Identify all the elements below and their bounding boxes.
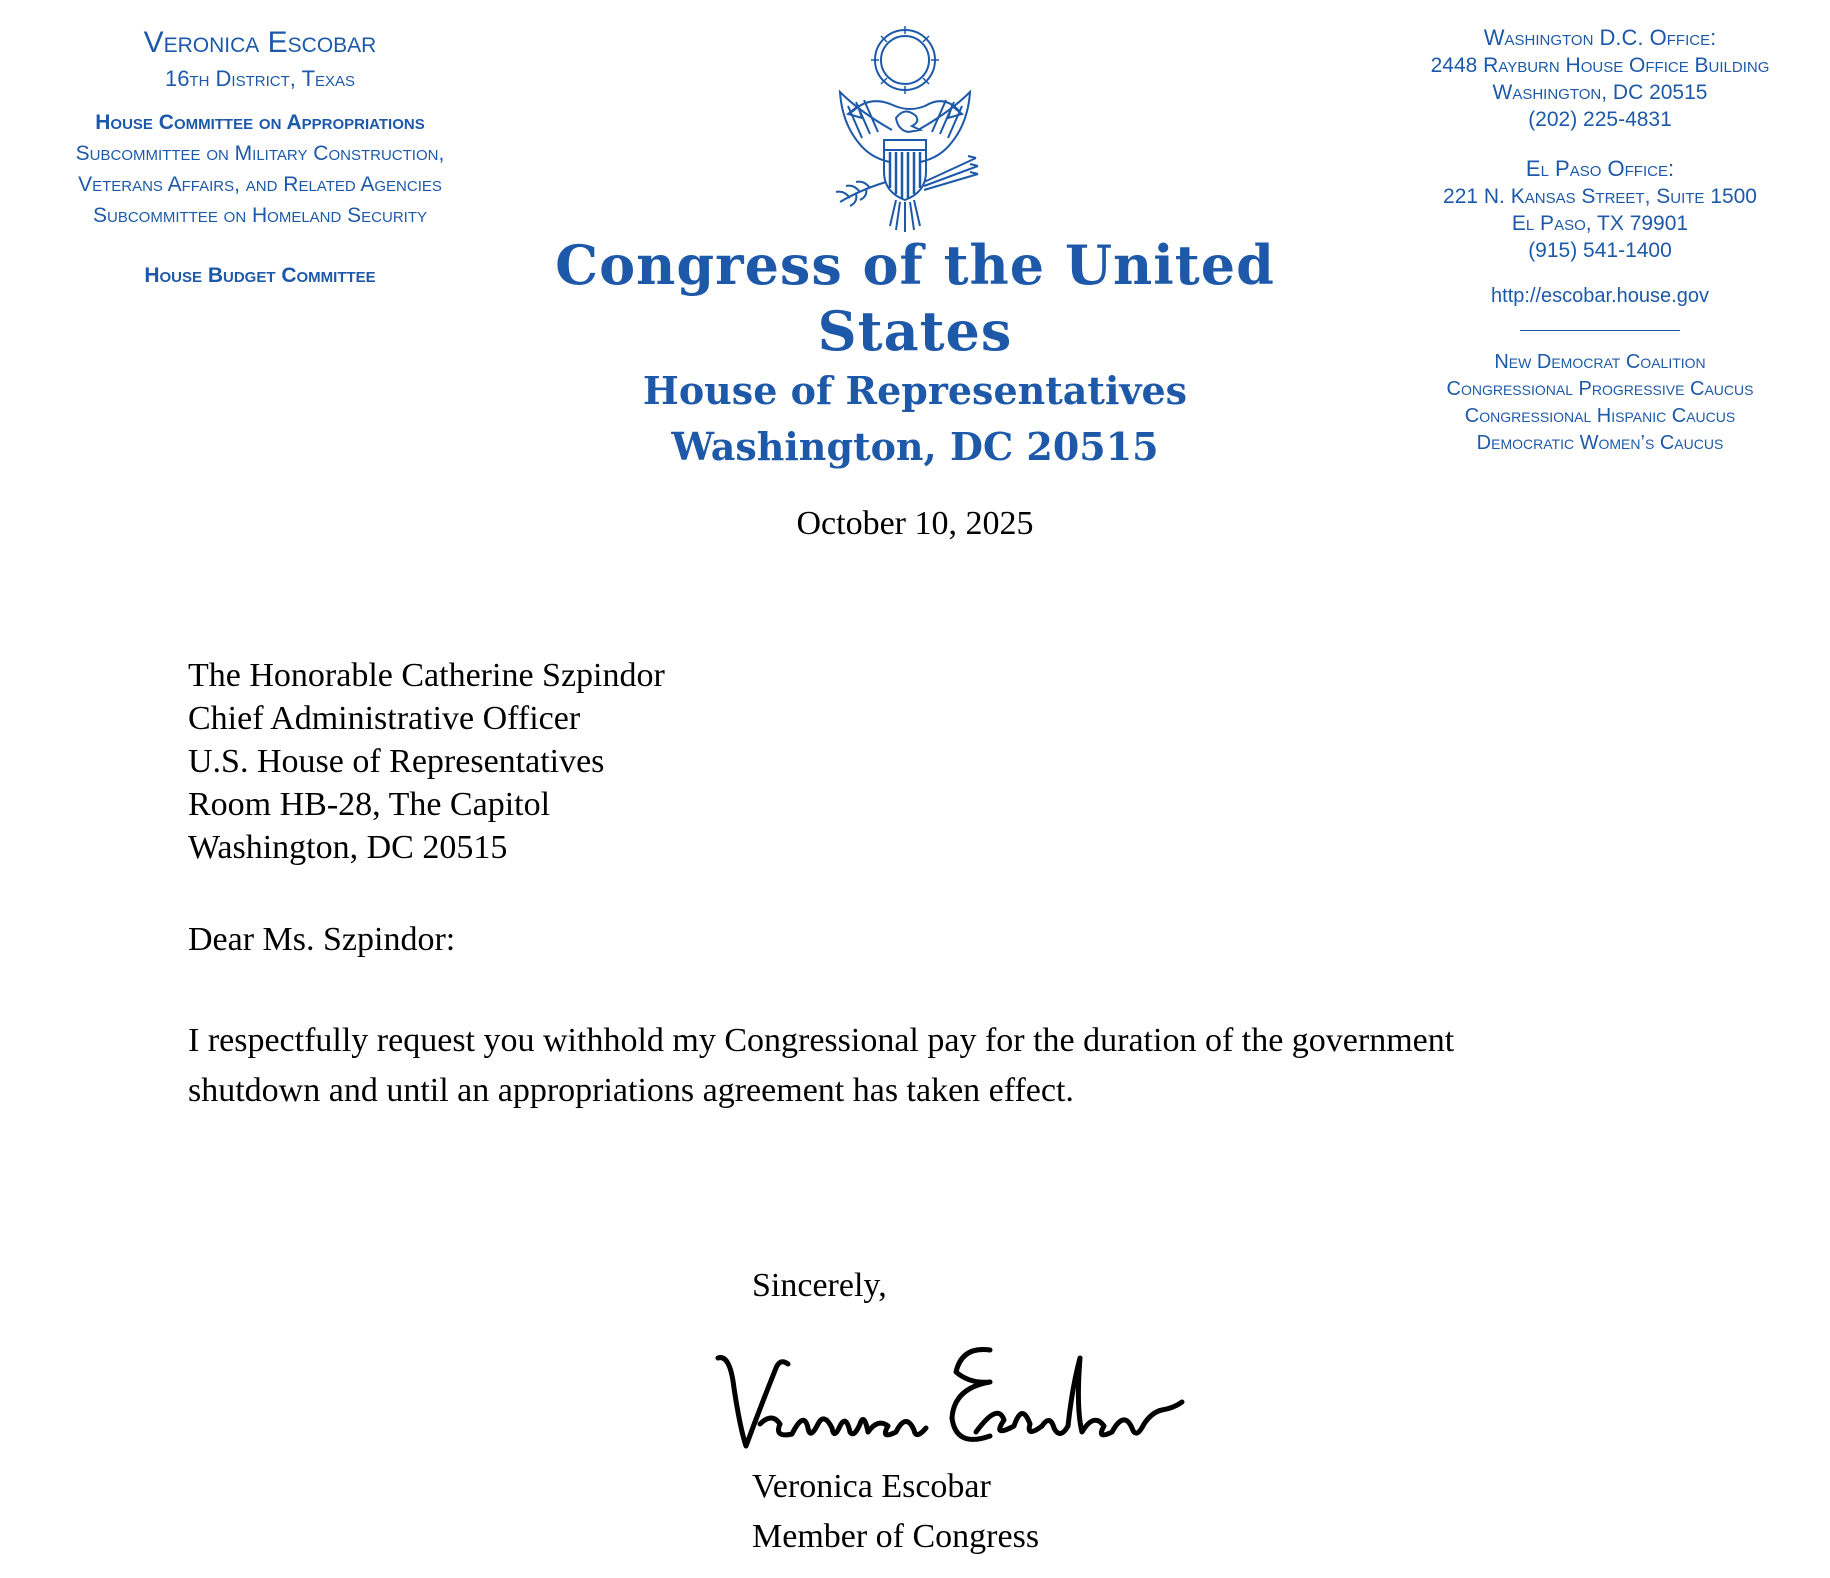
house-title: House of Representatives [642, 368, 1188, 413]
capital-city: Washington, DC 20515 [671, 424, 1159, 469]
great-seal-eagle-icon [800, 22, 1010, 242]
body-line: I respectfully request you withhold my Congressional pay for the duration of the government [188, 1022, 1455, 1059]
recipient-line: The Honorable Catherine Szpindor [188, 657, 665, 694]
letterhead-title [500, 232, 1330, 476]
budget-committee: House Budget Committee [144, 264, 376, 287]
website-link[interactable]: http://escobar.house.gov [1491, 285, 1709, 307]
letter-date: October 10, 2025 [796, 505, 1034, 542]
el-paso-address-line-2: El Paso, TX 79901 [1511, 212, 1689, 235]
recipient-address [188, 654, 665, 869]
subcommittee-milcon-line-1: Subcommittee on Military Construction, [75, 142, 445, 165]
el-paso-phone: (915) 541-1400 [1528, 239, 1672, 262]
closing: Sincerely, [752, 1267, 887, 1304]
el-paso-address-line-1: 221 N. Kansas Street, Suite 1500 [1443, 185, 1757, 208]
salutation: Dear Ms. Szpindor: [188, 921, 456, 958]
signer-title: Member of Congress [752, 1518, 1040, 1555]
recipient-line: U.S. House of Representatives [188, 743, 605, 780]
caucus-item: New Democrat Coalition [1494, 351, 1706, 373]
dc-phone: (202) 225-4831 [1528, 108, 1672, 131]
recipient-line: Room HB-28, The Capitol [188, 786, 551, 823]
dc-office-label: Washington D.C. Office: [1483, 25, 1717, 50]
district: 16th District, Texas [164, 66, 356, 91]
handwritten-signature [700, 1328, 1190, 1468]
recipient-line: Chief Administrative Officer [188, 700, 581, 737]
letterhead-left [30, 24, 490, 291]
subcommittee-milcon-line-2: Veterans Affairs, and Related Agencies [78, 173, 442, 196]
signature-block [752, 1462, 1039, 1562]
divider [1520, 330, 1680, 331]
letter-body [188, 1016, 1628, 1116]
caucus-item: Congressional Progressive Caucus [1446, 378, 1754, 400]
letterhead-right [1400, 24, 1800, 457]
dc-address-line-1: 2448 Rayburn House Office Building [1430, 54, 1770, 77]
el-paso-office-label: El Paso Office: [1525, 156, 1675, 181]
caucus-item: Democratic Women’s Caucus [1476, 432, 1724, 454]
appropriations-committee: House Committee on Appropriations [95, 111, 425, 134]
signer-name: Veronica Escobar [752, 1468, 991, 1505]
recipient-line: Washington, DC 20515 [188, 829, 508, 866]
body-line: shutdown and until an appropriations agreement has taken effect. [188, 1072, 1074, 1109]
member-name: Veronica Escobar [143, 26, 377, 59]
dc-address-line-2: Washington, DC 20515 [1492, 81, 1708, 104]
congress-title: Congress of the United States [555, 233, 1275, 363]
subcommittee-homeland: Subcommittee on Homeland Security [92, 204, 428, 227]
caucus-item: Congressional Hispanic Caucus [1464, 405, 1736, 427]
